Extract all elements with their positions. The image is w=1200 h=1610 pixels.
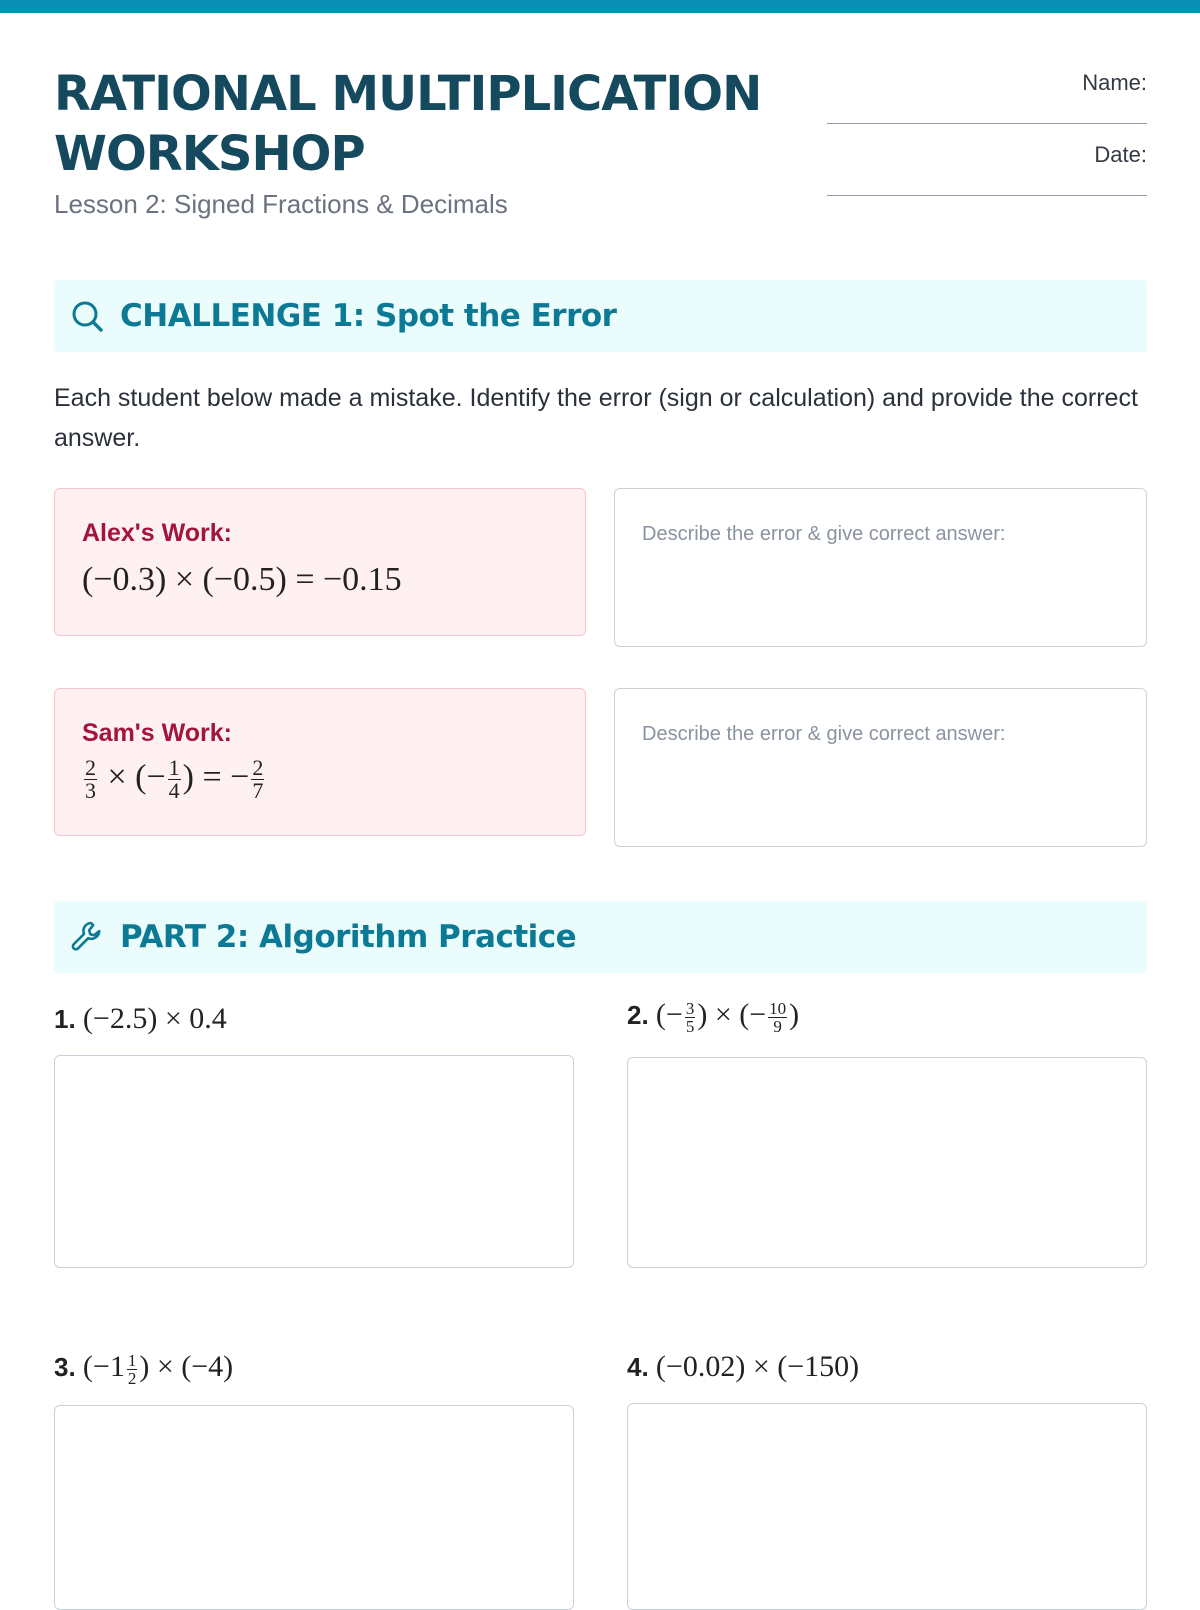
section-title: PART 2: Algorithm Practice (120, 919, 577, 955)
answer-placeholder: Describe the error & give correct answer: (642, 723, 1006, 745)
worksheet-header (54, 64, 1147, 234)
work-box[interactable] (54, 1405, 574, 1610)
search-icon (69, 298, 105, 334)
student-expression: $\frac{2}{3}$ × (− $\frac{1}{4}$ ) = − $\frac{2}{7}$ (85, 755, 264, 803)
student-work-card (54, 688, 586, 836)
name-line[interactable] (827, 123, 1147, 124)
date-row (827, 136, 1147, 208)
section-title: CHALLENGE 1: Spot the Error (120, 298, 617, 334)
page-title: RATIONAL MULTIPLICATION WORKSHOP (54, 66, 762, 182)
student-expression: (−0.3) × (−0.5) = −0.15 (82, 561, 402, 598)
problem-expression: (−2.5) × 0.4 (82, 1002, 227, 1035)
problem-label: 2. (− $\frac{3}{5}$ ) × (− $\frac{10}{9}$ ) (627, 998, 800, 1036)
name-label: Name: (1082, 70, 1147, 95)
date-line[interactable] (827, 195, 1147, 196)
answer-placeholder: Describe the error & give correct answer: (642, 523, 1006, 545)
page-subtitle: Lesson 2: Signed Fractions & Decimals (54, 189, 508, 219)
problem-label: 1. (−2.5) × 0.4 (54, 1002, 227, 1035)
top-accent-bar (0, 0, 1200, 13)
student-info (827, 64, 1147, 208)
section-challenge-1 (54, 280, 1147, 352)
problem-label: 4. (−0.02) × (−150) (627, 1350, 860, 1383)
error-answer-box[interactable] (614, 688, 1147, 847)
wrench-icon (69, 919, 105, 955)
problem-label: 3. (−1 $\frac{1}{2}$ ) × (−4) (54, 1350, 234, 1388)
student-name: Sam's Work: (82, 719, 232, 747)
name-row (827, 64, 1147, 136)
work-box[interactable] (627, 1403, 1147, 1610)
student-work-card (54, 488, 586, 636)
problem-expression: (−1 $\frac{1}{2}$ ) × (−4) (82, 1350, 234, 1388)
problem-expression: (− $\frac{3}{5}$ ) × (− $\frac{10}{9}$ ) (655, 998, 800, 1036)
date-label: Date: (1094, 142, 1147, 167)
section-part-2 (54, 901, 1147, 973)
error-answer-box[interactable] (614, 488, 1147, 647)
student-name: Alex's Work: (82, 519, 232, 547)
work-box[interactable] (54, 1055, 574, 1268)
work-box[interactable] (627, 1057, 1147, 1268)
instructions: Each student below made a mistake. Identify the error (sign or calculation) and provide the correct answer. (54, 384, 1138, 452)
problem-expression: (−0.02) × (−150) (655, 1350, 860, 1383)
